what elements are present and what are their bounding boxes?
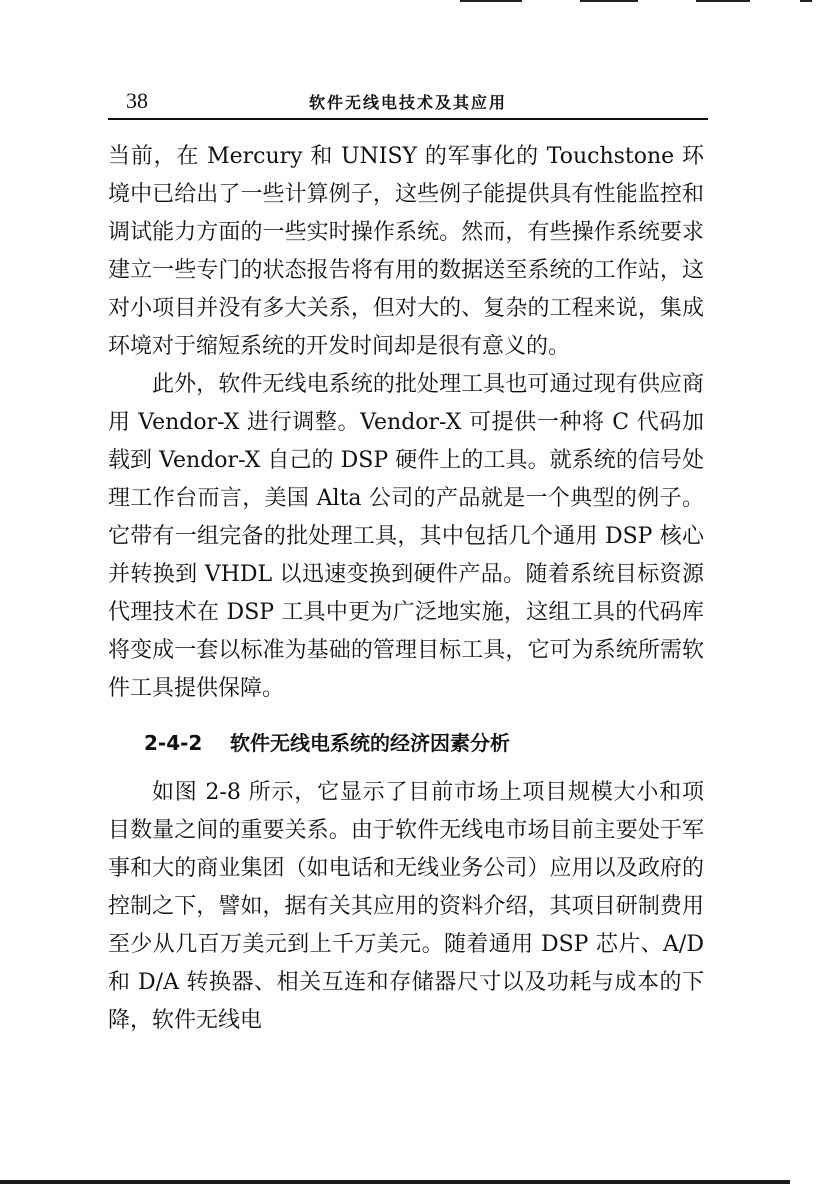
section-heading xyxy=(144,728,704,758)
page-header xyxy=(108,86,708,120)
footer-rule xyxy=(0,1180,790,1184)
section-title: 软件无线电系统的经济因素分析 xyxy=(230,731,510,755)
page-number: 38 xyxy=(126,88,148,113)
top-edge-marks xyxy=(0,0,818,12)
header-rule xyxy=(108,118,708,120)
running-title: 软件无线电技术及其应用 xyxy=(308,93,507,112)
paragraph-1: 当前，在 Mercury 和 UNISY 的军事化的 Touchstone 环境中已给出了一些计算例子，这些例子能提供具有性能监控和调试能力方面的一些实时操作系统。然而，有些操作系统要求建立一些专门的状态报告将有用的数据送至系统的工作站，这对小项目并没有多大关系，但对大的、复杂的工程来说，集成环境对于缩短系统的开发时间却是很有意义的。 xyxy=(108,144,704,359)
page-content xyxy=(108,138,704,1040)
paragraph-2: 此外，软件无线电系统的批处理工具也可通过现有供应商用 Vendor-X 进行调整。Vendor-X 可提供一种将 C 代码加载到 Vendor-X 自己的 DSP 硬件上的工具。就系统的信号处理工作台而言，美国 Alta 公司的产品就是一个典型的例子。它带有一组完备的批处理工具，其中包括几个通用 DSP 核心并转换到 VHDL 以迅速变换到硬件产品。随着系统目标资源代理技术在 DSP 工具中更为广泛地实施，这组工具的代码库将变成一套以标准为基础的管理目标工具，它可为系统所需软件工具提供保障。 xyxy=(108,372,704,701)
paragraph-3: 如图 2-8 所示，它显示了目前市场上项目规模大小和项目数量之间的重要关系。由于软件无线电市场目前主要处于军事和大的商业集团（如电话和无线业务公司）应用以及政府的控制之下，譬如，据有关其应用的资料介绍，其项目研制费用至少从几百万美元到上千万美元。随着通用 DSP 芯片、A/D 和 D/A 转换器、相关互连和存储器尺寸以及功耗与成本的下降，软件无线电 xyxy=(108,780,704,1033)
section-number: 2-4-2 xyxy=(144,731,203,755)
